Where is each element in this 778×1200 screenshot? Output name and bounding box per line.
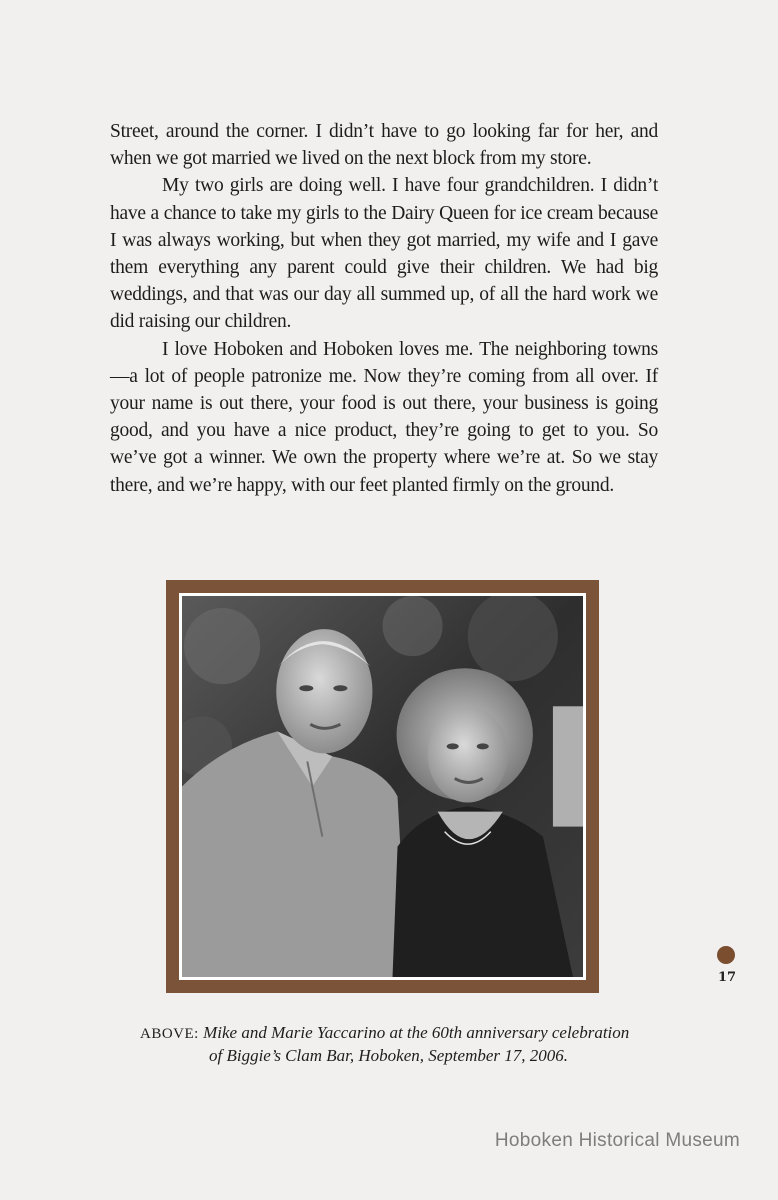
couple-photo <box>182 596 583 977</box>
paragraph-1: Street, around the corner. I didn’t have to go looking far for her, and when we got married we lived on the next block from my store. <box>110 121 658 170</box>
caption-line-2: of Biggie’s Clam Bar, Hoboken, September 17, 2006. <box>209 1046 569 1065</box>
paragraph-2: My two girls are doing well. I have four grandchildren. I didn’t have a chance to take my girls to the Dairy Queen for ice cream because I was always working, but when they got married, my wife and I gave them everything any parent could give their children. We had big weddings, and that was our day all summed up, of all the hard work we did raising our children. <box>110 175 658 333</box>
page-marker-dot <box>717 946 735 964</box>
caption-label: ABOVE: <box>140 1026 199 1042</box>
paragraph-3: I love Hoboken and Hoboken loves me. The neighboring towns—a lot of people patronize me. Now they’re coming from all over. If your name is out there, your food is out there, your business is going good, and you have a nice product, they’re going to get to you. So we’ve got a winner. We own the property where we’re at. So we stay there, and we’re happy, with our feet planted firmly on the ground. <box>110 338 658 496</box>
photo-frame <box>166 580 599 993</box>
body-text <box>110 118 658 499</box>
page-number: 17 <box>717 970 737 985</box>
photo-caption <box>140 1022 660 1066</box>
watermark: Hoboken Historical Museum <box>494 1130 740 1151</box>
caption-line-1: Mike and Marie Yaccarino at the 60th anniversary celebration <box>203 1023 630 1042</box>
photo-mat <box>179 593 586 980</box>
